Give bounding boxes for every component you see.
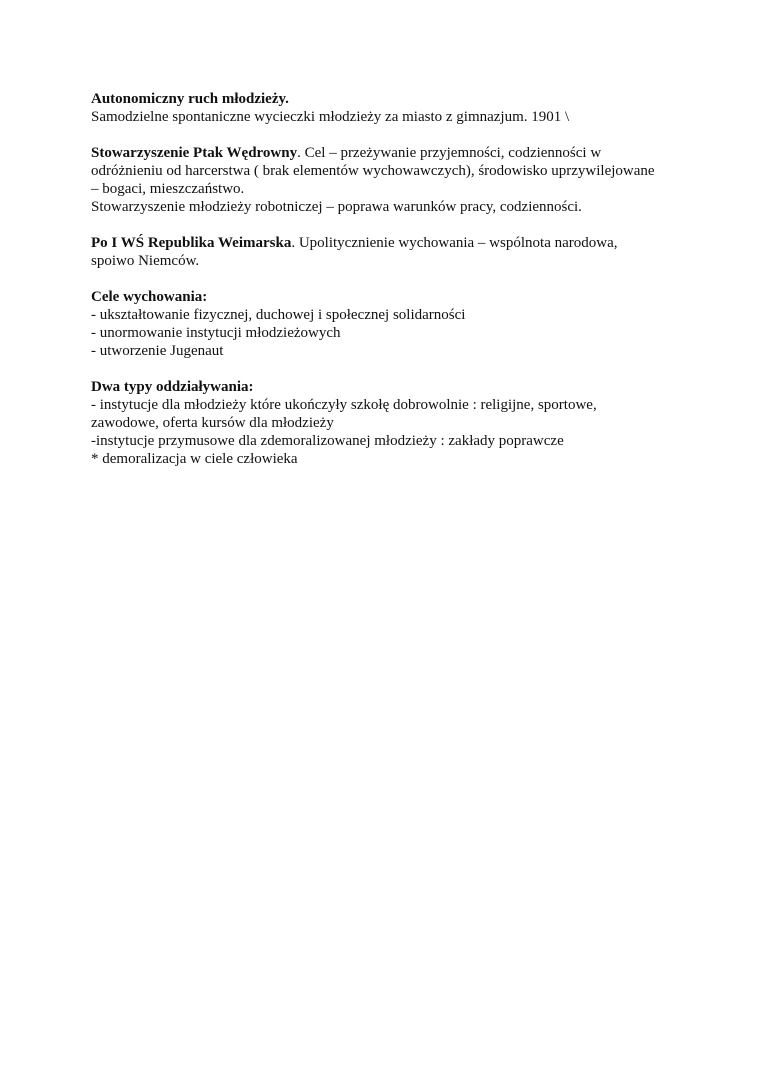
paragraph-line: Stowarzyszenie młodzieży robotniczej – poprawa warunków pracy, codzienności. (91, 199, 582, 215)
section-autonomous-movement (91, 90, 691, 126)
inline-bold-term: Po I WŚ Republika Weimarska (91, 235, 292, 251)
paragraph-line: -instytucje przymusowe dla zdemoralizowanej młodzieży : zakłady poprawcze (91, 433, 564, 449)
paragraph-line: zawodowe, oferta kursów dla młodzieży (91, 415, 334, 431)
inline-text: . Upolitycznienie wychowania – wspólnota narodowa, (291, 235, 618, 251)
inline-text: . Cel – przeżywanie przyjemności, codzienności w (297, 145, 602, 161)
paragraph-line: Samodzielne spontaniczne wycieczki młodzieży za miasto z gimnazjum. 1901 \ (91, 109, 570, 125)
section-weimar-republic (91, 234, 691, 270)
section-heading: Cele wychowania: (91, 289, 208, 305)
paragraph-line: * demoralizacja w ciele człowieka (91, 451, 298, 467)
section-education-goals (91, 288, 691, 360)
inline-bold-term: Stowarzyszenie Ptak Wędrowny (91, 145, 298, 161)
paragraph-line: – bogaci, mieszczaństwo. (91, 181, 245, 197)
paragraph-line: - instytucje dla młodzieży które ukończyły szkołę dobrowolnie : religijne, sportowe, (91, 397, 597, 413)
list-item: - utworzenie Jugenaut (91, 343, 224, 359)
paragraph-line (91, 144, 691, 162)
paragraph-line (91, 234, 691, 252)
section-wandervogel (91, 144, 691, 216)
section-heading: Autonomiczny ruch młodzieży. (91, 91, 289, 107)
paragraph-line: spoiwo Niemców. (91, 253, 200, 269)
document-page (91, 90, 691, 486)
list-item: - unormowanie instytucji młodzieżowych (91, 325, 341, 341)
section-heading: Dwa typy oddziaływania: (91, 379, 254, 395)
paragraph-line: odróżnieniu od harcerstwa ( brak elementów wychowawczych), środowisko uprzywilejowane (91, 163, 655, 179)
list-item: - ukształtowanie fizycznej, duchowej i społecznej solidarności (91, 307, 466, 323)
section-influence-types (91, 378, 691, 468)
